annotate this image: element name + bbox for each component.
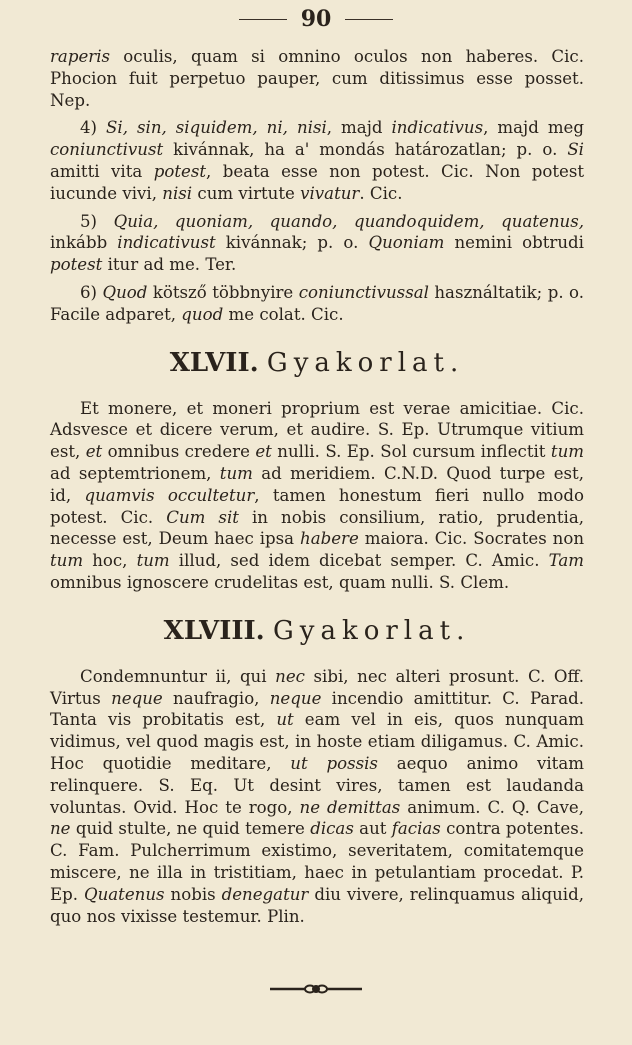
text-run: animum. C. Q. Cave, — [400, 797, 584, 817]
italic-text: dicas — [310, 819, 354, 839]
paragraph — [50, 117, 584, 204]
text-run: contra potentes. C. Fam. Pulcherrimum existimo, severitatem, comitatemque miscere, ne illa in tristitiam, haec in petulantiam procedat. P. Ep. — [50, 819, 584, 904]
text-run: 4) — [80, 118, 107, 138]
italic-text: neque — [111, 688, 163, 708]
text-run: használtatik; p. o. Facile adparet, — [50, 282, 585, 324]
italic-text: Quatenus — [83, 884, 165, 904]
italic-text: et — [255, 442, 272, 462]
section-heading — [50, 348, 584, 378]
italic-text: indicativust — [117, 233, 216, 253]
text-run: incendio amittitur. C. Parad. Tanta vis probitatis est, — [50, 688, 584, 730]
italic-text: denegatur — [221, 884, 309, 904]
italic-text: tum — [219, 463, 253, 483]
italic-text: Cum sit — [166, 507, 239, 527]
section-heading — [50, 616, 584, 646]
italic-text: nisi — [162, 183, 193, 203]
text-run: diu vivere, relinquamus aliquid, quo nos vixisse testemur. Plin. — [50, 884, 584, 926]
header-rule-left — [239, 19, 287, 20]
italic-text: tum — [550, 442, 585, 462]
italic-text: ut possis — [290, 753, 378, 773]
section-title: Gyakorlat. — [273, 615, 471, 646]
text-run: ad meridiem. C.N.D. Quod turpe est, id, — [50, 463, 584, 505]
italic-text: potest — [153, 161, 207, 181]
section-title: Gyakorlat. — [266, 347, 465, 378]
text-run: Condemnuntur ii, qui — [80, 666, 276, 686]
page-header — [0, 4, 632, 34]
italic-text: et — [85, 442, 103, 462]
text-run: ad septemtrionem, — [50, 463, 220, 483]
text-run: amitti vita — [50, 161, 154, 181]
ornament-svg — [266, 983, 366, 995]
italic-text: Quoniam — [368, 233, 445, 253]
header-rule-right — [345, 19, 393, 20]
italic-text: tum — [50, 551, 84, 571]
paragraph — [50, 282, 584, 326]
text-run: kivánnak, ha a' mondás határozatlan; p. o. — [163, 140, 568, 160]
text-run: omnibus credere — [102, 442, 256, 462]
italic-text: Quod — [102, 282, 148, 302]
italic-text: quod — [181, 304, 224, 324]
italic-text: Si — [567, 140, 584, 160]
paragraph — [50, 211, 584, 276]
text-run: Et monere, et moneri proprium est verae amicitiae. Cic. Adsvesce et dicere verum, et audire. S. Ep. Utrumque vitium est, — [50, 398, 584, 462]
text-run: in nobis consilium, ratio, prudentia, necesse est, Deum haec ipsa — [50, 507, 584, 549]
section-numeral: XLVIII. — [163, 615, 265, 646]
tailpiece-ornament-icon — [0, 982, 632, 996]
italic-text: ne demittas — [299, 797, 401, 817]
text-run: hoc, — [83, 551, 137, 571]
text-run: , tamen honestum fieri nullo modo potest. Cic. — [50, 485, 584, 527]
italic-text: indicativus — [391, 118, 484, 138]
text-run: itur ad me. Ter. — [102, 255, 237, 275]
text-run: naufragio, — [162, 688, 270, 708]
italic-text: habere — [300, 529, 359, 549]
text-run: inkább — [50, 233, 118, 253]
italic-text: quamvis occultetur — [84, 485, 255, 505]
italic-text: vivatur — [300, 183, 360, 203]
text-run: maiora. Cic. Socrates non — [358, 529, 585, 549]
text-run: kötsző többnyire — [147, 282, 299, 302]
italic-text: coniunctivust — [50, 140, 164, 160]
italic-text: Si, sin, siquidem, ni, nisi — [106, 118, 327, 138]
text-run: . Cic. — [359, 183, 403, 203]
text-run: 6) — [80, 282, 103, 302]
text-run: sibi, nec alteri prosunt. C. Off. Virtus — [50, 666, 584, 708]
text-run: aequo animo vitam relinquere. S. Eq. Ut desint vires, tamen est laudanda voluntas. Ovid. Hoc te rogo, — [50, 753, 584, 817]
italic-text: Tam — [548, 551, 584, 571]
text-run: illud, sed idem dicebat semper. C. Amic. — [169, 551, 549, 571]
text-run: nobis — [164, 884, 222, 904]
text-run: oculis, quam si omnino oculos non haberes. Cic. Phocion fuit perpetuo pauper, cum ditissimus esse posset. Nep. — [50, 47, 584, 110]
italic-text: raperis — [50, 47, 111, 66]
section-numeral: XLVII. — [169, 347, 259, 378]
italic-text: facias — [391, 819, 441, 839]
text-run: 5) — [80, 211, 114, 231]
italic-text: coniunctivussal — [298, 282, 429, 302]
paragraph — [50, 666, 584, 928]
text-run: , beata esse non potest. Cic. Non potest iucunde vivi, — [50, 161, 585, 203]
italic-text: tum — [136, 551, 170, 571]
page-body — [50, 46, 584, 927]
italic-text: nec — [275, 666, 305, 686]
paragraph — [50, 46, 584, 111]
text-run: omnibus ignoscere crudelitas est, quam nulli. S. Clem. — [50, 572, 510, 592]
text-run: kivánnak; p. o. — [215, 233, 369, 253]
text-run: aut — [353, 819, 392, 839]
text-run: eam vel in eis, quos nunquam vidimus, vel quod magis est, in hoste etiam diligamus. C. Amic. Hoc quotidie meditare, — [50, 710, 584, 773]
paragraph — [50, 398, 584, 594]
text-run: , majd — [326, 118, 392, 138]
italic-text: Quia, quoniam, quando, quandoquidem, quatenus, — [113, 211, 584, 231]
text-run: cum virtute — [192, 183, 301, 203]
text-run: , majd meg — [483, 118, 584, 138]
text-run: quid stulte, ne quid temere — [70, 819, 311, 839]
italic-text: ne — [50, 819, 71, 839]
text-run: nulli. S. Ep. Sol cursum inflectit — [271, 442, 551, 462]
page-number: 90 — [300, 6, 332, 32]
text-run: me colat. Cic. — [223, 304, 344, 324]
italic-text: potest — [50, 255, 103, 275]
text-run: nemini obtrudi — [444, 233, 584, 253]
italic-text: neque — [269, 688, 322, 708]
italic-text: ut — [276, 710, 294, 730]
